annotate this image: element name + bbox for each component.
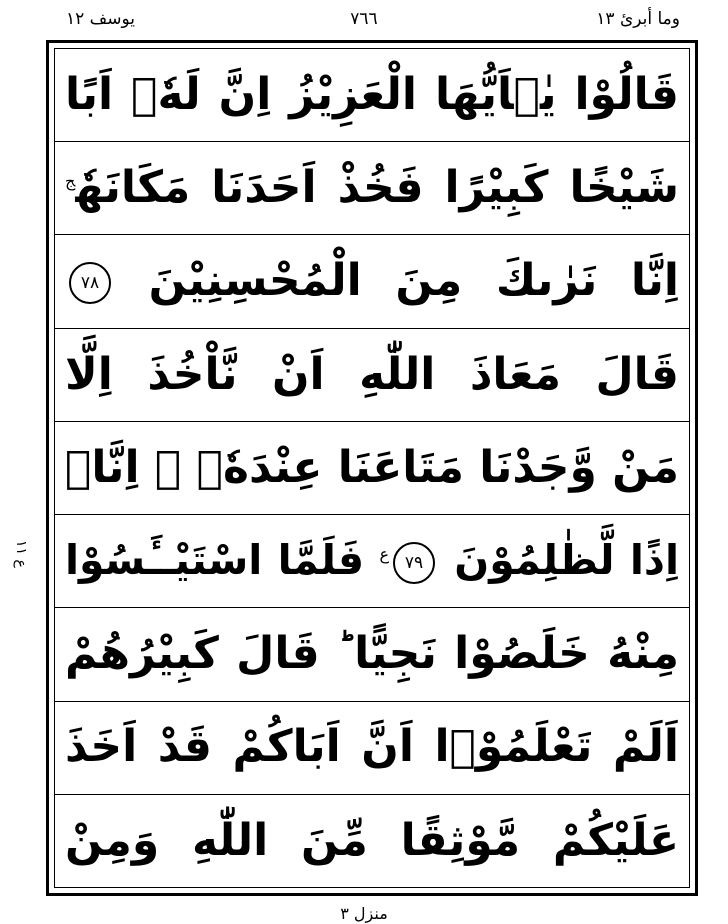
ayah-marker: ٧٩ xyxy=(393,542,435,584)
line-text: مِنْهُ خَلَصُوْا نَجِيًّا ؕ قَالَ كَبِيْرُهُمْ xyxy=(65,628,679,680)
line-text: شَيْخًا كَبِيْرًا فَخُذْ اَحَدَنَا مَكَانَهٗ xyxy=(75,162,679,214)
pause-mark: ج xyxy=(65,171,76,191)
verse-line-3 xyxy=(55,235,689,328)
line-text: اِذًا لَّظٰلِمُوْنَ xyxy=(454,536,680,585)
juz-label: وما أبرئ ١٣ xyxy=(596,9,680,29)
verse-line-2 xyxy=(55,142,689,235)
line-text: مَنْ وَّجَدْنَا مَتَاعَنَا عِنْدَهٗۤ ۙ اِنَّاۤ xyxy=(65,441,679,493)
verse-line-5 xyxy=(55,422,689,515)
line-text: قَالُوْا يٰۤاَيُّهَا الْعَزِيْزُ اِنَّ لَهٗۤ اَبًا xyxy=(65,68,679,120)
page-number: ٧٦٦ xyxy=(350,9,378,29)
verse-line-4 xyxy=(55,329,689,422)
ayah-marker: ٧٨ xyxy=(69,262,111,304)
verse-line-8 xyxy=(55,702,689,795)
verse-line-9 xyxy=(55,795,689,887)
ruku-sign: ع xyxy=(379,544,389,564)
line-text: اَلَمْ تَعْلَمُوْۤا اَنَّ اَبَاكُمْ قَدْ اَخَذَ xyxy=(65,721,679,773)
verse-line-6 xyxy=(55,515,689,608)
text-block xyxy=(54,48,690,888)
ruku-marker: ع ١١ xyxy=(13,540,29,568)
surah-label: يوسف ١٢ xyxy=(66,9,136,29)
manzil-label: منزل ٣ xyxy=(340,904,388,923)
line-text: اِنَّا نَرٰىكَ مِنَ الْمُحْسِنِيْنَ xyxy=(148,255,679,307)
verse-line-7 xyxy=(55,608,689,701)
line-text-continued: فَلَمَّا اسْتَيْــَٔسُوْا xyxy=(65,536,365,585)
line-text: عَلَيْكُمْ مَّوْثِقًا مِّنَ اللّٰهِ وَمِنْ xyxy=(65,814,679,866)
verse-line-1 xyxy=(55,49,689,142)
page-frame xyxy=(46,40,698,896)
line-text: قَالَ مَعَاذَ اللّٰهِ اَنْ نَّاْخُذَ اِلَّا xyxy=(65,348,679,400)
